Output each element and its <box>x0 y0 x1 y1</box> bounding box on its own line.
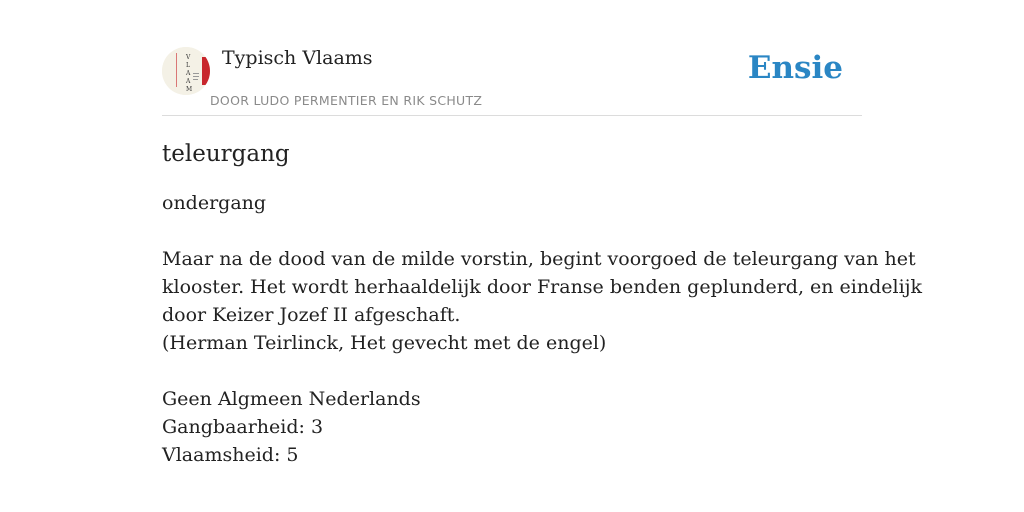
svg-text:V: V <box>186 54 191 61</box>
quote-line: Maar na de dood van de milde vorstin, begint voorgoed de teleurgang van het <box>162 248 916 270</box>
quote-line: door Keizer Jozef II afgeschaft. <box>162 304 461 326</box>
brand-logo-link[interactable]: Ensie <box>747 50 843 86</box>
entry-definition: ondergang <box>162 192 267 214</box>
publication-name[interactable]: Typisch Vlaams <box>222 47 373 69</box>
meta-language-note: Geen Algmeen Nederlands <box>162 388 421 410</box>
meta-gangbaarheid: Gangbaarheid: 3 <box>162 416 324 438</box>
quote-source: (Herman Teirlinck, Het gevecht met de engel) <box>162 332 607 354</box>
entry-content <box>162 137 923 469</box>
vlaams-book-cover-icon[interactable] <box>162 47 210 95</box>
svg-text:A: A <box>186 78 191 85</box>
meta-vlaamsheid: Vlaamsheid: 5 <box>162 444 299 466</box>
svg-text:M: M <box>186 86 193 93</box>
entry-title: teleurgang <box>162 141 290 167</box>
header <box>162 44 862 116</box>
svg-text:A: A <box>186 70 191 77</box>
authors-byline: DOOR LUDO PERMENTIER EN RIK SCHUTZ <box>210 93 483 108</box>
example-quote <box>162 245 923 357</box>
svg-text:L: L <box>186 62 190 69</box>
entry-meta <box>162 385 862 469</box>
quote-line: klooster. Het wordt herhaaldelijk door Franse benden geplunderd, en eindelijk <box>162 276 923 298</box>
